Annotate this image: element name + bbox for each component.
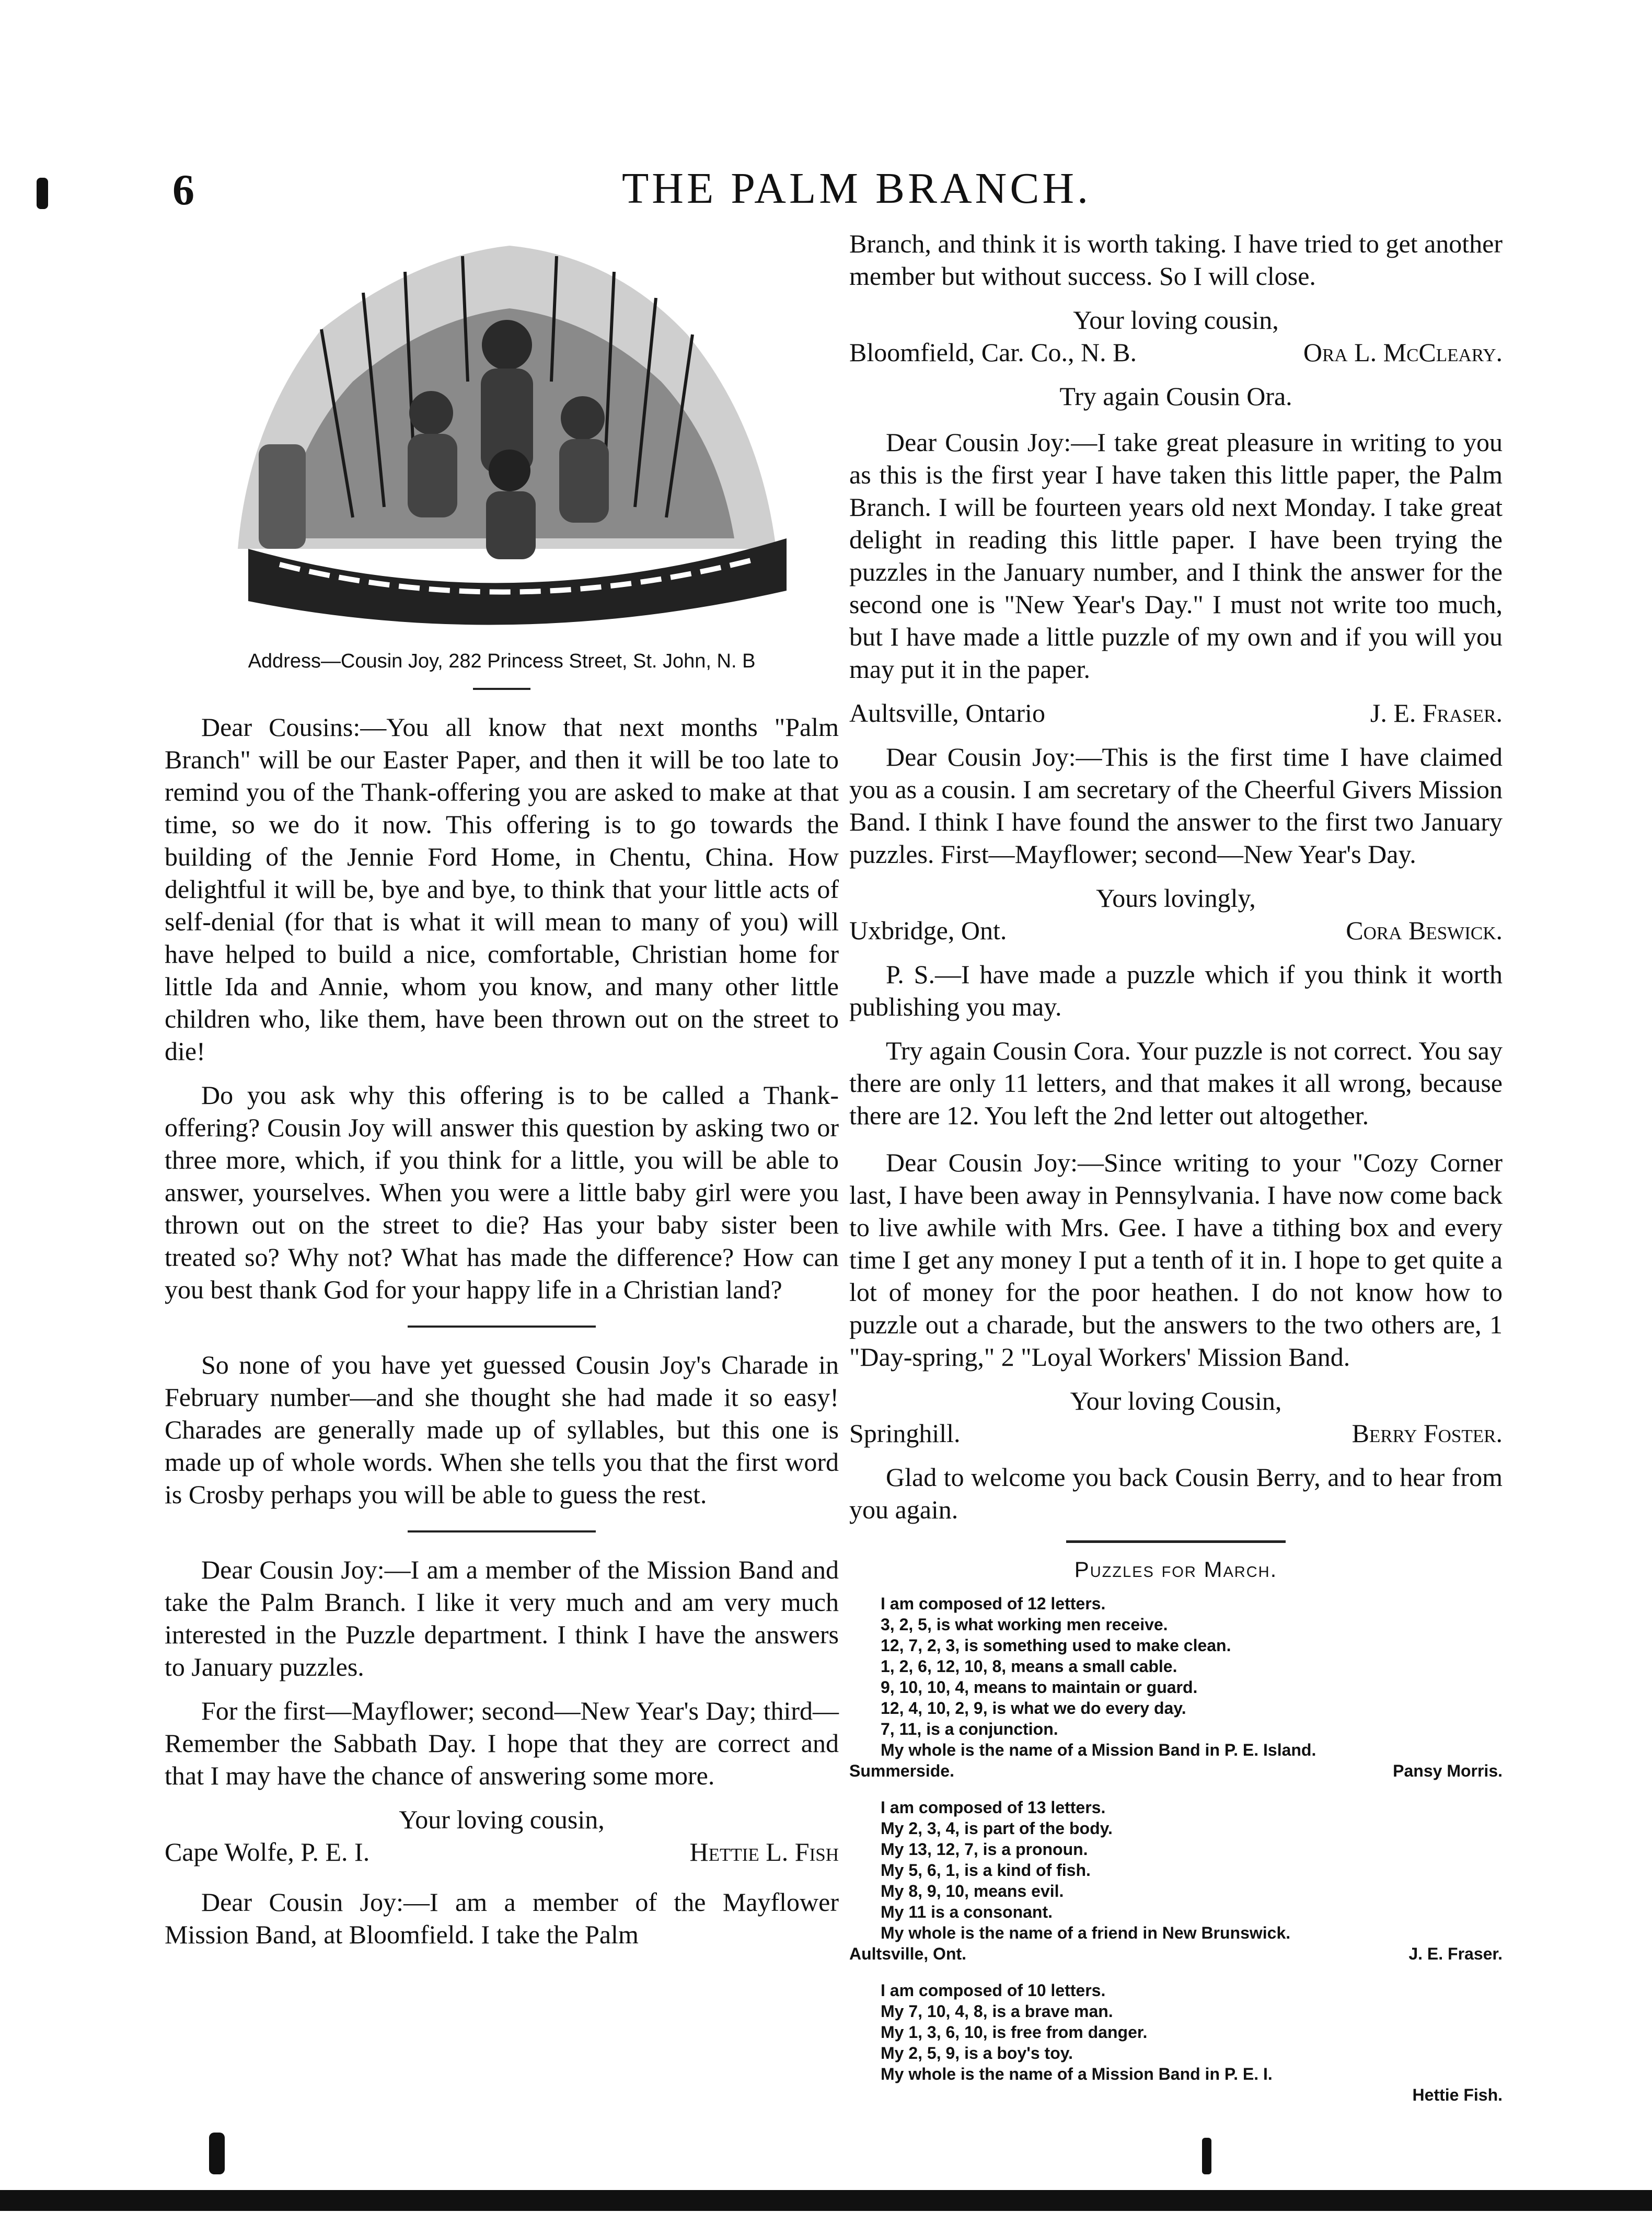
puzzle-block: [849, 1797, 1503, 1964]
puzzle-block: [849, 1980, 1503, 2105]
letter-author: Cora Beswick.: [1346, 916, 1503, 945]
ink-blot: [37, 178, 48, 209]
divider: [408, 1530, 596, 1532]
letter-closing: Yours lovingly,: [1096, 883, 1256, 913]
puzzle-signature: [849, 1760, 1503, 1781]
right-column: [849, 227, 1503, 2121]
letter-signature: [849, 914, 1503, 947]
puzzle-author: Hettie Fish.: [1412, 2085, 1503, 2104]
puzzle-line: I am composed of 12 letters.: [881, 1594, 1106, 1613]
letter-place: Bloomfield, Car. Co., N. B.: [849, 338, 1137, 367]
puzzle-block: [849, 1593, 1503, 1781]
letter-author: Ora L. McCleary.: [1303, 338, 1503, 367]
letter-signature: [849, 1417, 1503, 1449]
puzzle-list: [849, 1593, 1503, 2105]
letter-signature: [165, 1836, 839, 1868]
letter-body: Dear Cousin Joy:—This is the first time I have claimed you as a cousin. I am secretary of the Cheerful Givers Mission Band. I think I have found the answer to the first two January puzzles. First—Mayflower; second—New Year's Day.: [849, 742, 1503, 869]
letter-hettie-fish: [165, 1553, 839, 1868]
puzzle-line: My 5, 6, 1, is a kind of fish.: [881, 1861, 1091, 1880]
puzzle-signature: [849, 1943, 1503, 1964]
puzzle-line: 3, 2, 5, is what working men receive.: [881, 1615, 1168, 1634]
letter-body: Branch, and think it is worth taking. I have tried to get another member but without success. So I will close.: [849, 229, 1503, 291]
editor-reply: Try again Cousin Ora.: [1059, 382, 1292, 411]
letter-author: J. E. Fraser.: [1370, 698, 1503, 728]
puzzle-line: My 8, 9, 10, means evil.: [881, 1882, 1064, 1900]
puzzle-line: I am composed of 10 letters.: [881, 1981, 1106, 2000]
letter-signature: [849, 697, 1503, 729]
puzzle-line: My 7, 10, 4, 8, is a brave man.: [881, 2002, 1113, 2021]
puzzle-line: My 13, 12, 7, is a pronoun.: [881, 1840, 1088, 1859]
letter-closing: Your loving cousin,: [1073, 305, 1279, 335]
puzzle-place: Summerside.: [849, 1761, 954, 1780]
letter-postscript: P. S.—I have made a puzzle which if you think it worth publishing you may.: [849, 960, 1503, 1021]
letter-closing: Your loving cousin,: [399, 1805, 605, 1834]
divider: [473, 688, 530, 690]
puzzle-signature: [849, 2084, 1503, 2105]
letter-body: Dear Cousin Joy:—I am a member of the Mayflower Mission Band, at Bloomfield. I take the Palm: [165, 1887, 839, 1949]
puzzle-line: My 2, 3, 4, is part of the body.: [881, 1819, 1113, 1838]
puzzle-line: 9, 10, 10, 4, means to maintain or guard.: [881, 1678, 1198, 1697]
puzzle-author: J. E. Fraser.: [1408, 1944, 1503, 1963]
editor-reply: Glad to welcome you back Cousin Berry, and to hear from you again.: [849, 1462, 1503, 1524]
puzzle-line: My whole is the name of a friend in New Brunswick.: [881, 1923, 1291, 1942]
letter-closing: Your loving Cousin,: [1070, 1386, 1282, 1415]
editorial-paragraph: Dear Cousins:—You all know that next months "Palm Branch" will be our Easter Paper, and then it will be too late to remind you of the Thank-offering you are asked to make at that time, so we do it now. This offering is to go towards the building of the Jennie Ford Home, in Chentu, China. How delightful it will be, bye and bye, to think that your little acts of self-denial (for that is what it will mean to many of you) will have helped to build a nice, comfortable, Christian home for little Ida and Annie, whom you know, and many other little children who, like them, have been thrown out on the street to die!: [165, 712, 839, 1066]
letter-body: Dear Cousin Joy:—I take great pleasure in writing to you as this is the first year I have taken this little paper, the Palm Branch. I will be fourteen years old next Monday. I take great delight in reading this little paper. I have been trying the puzzles in the January number, and I think the answer for the second one is "New Year's Day." I must not write too much, but I have made a little puzzle of my own and if you will you may put it in the paper.: [849, 428, 1503, 684]
puzzle-line: 12, 7, 2, 3, is something used to make clean.: [881, 1636, 1231, 1655]
letter-place: Cape Wolfe, P. E. I.: [165, 1837, 370, 1866]
puzzle-place: Aultsville, Ont.: [849, 1944, 967, 1963]
letter-author: Berry Foster.: [1351, 1419, 1503, 1448]
puzzle-line: I am composed of 13 letters.: [881, 1798, 1106, 1817]
bottom-edge-band: [0, 2190, 1652, 2211]
letter-place: Aultsville, Ontario: [849, 698, 1045, 728]
editor-reply: Try again Cousin Cora. Your puzzle is not correct. You say there are only 11 letters, and that makes it all wrong, because there are 12. You left the 2nd letter out altogether.: [849, 1036, 1503, 1130]
puzzle-author: Pansy Morris.: [1393, 1761, 1503, 1780]
letter-place: Uxbridge, Ont.: [849, 916, 1007, 945]
letter-place: Springhill.: [849, 1419, 961, 1448]
masthead-illustration: [217, 225, 797, 632]
puzzle-line: My 2, 5, 9, is a boy's toy.: [881, 2044, 1073, 2062]
letter-body: Dear Cousin Joy:—Since writing to your "Cozy Corner last, I have been away in Pennsylvania. I have now come back to live awhile with Mrs. Gee. I have a tithing box and every time I get any money I put a tenth of it in. I hope to get quite a lot of money for the poor heathen. I do not know how to puzzle out a charade, but the answers to the two others are, 1 "Day-spring," 2 "Loyal Workers' Mission Band.: [849, 1148, 1503, 1372]
puzzle-line: My 11 is a consonant.: [881, 1903, 1053, 1921]
divider: [1066, 1540, 1286, 1543]
divider: [408, 1326, 596, 1328]
puzzle-line: 1, 2, 6, 12, 10, 8, means a small cable.: [881, 1657, 1177, 1676]
puzzle-line: 12, 4, 10, 2, 9, is what we do every day.: [881, 1699, 1186, 1718]
address-line: Address—Cousin Joy, 282 Princess Street, St. John, N. B: [248, 650, 756, 672]
letter-body: Dear Cousin Joy:—I am a member of the Mission Band and take the Palm Branch. I like it very much and am very much interested in the Puzzle department. I think I have the answers to January puzzles.: [165, 1555, 839, 1681]
puzzle-line: My 1, 3, 6, 10, is free from danger.: [881, 2023, 1148, 2042]
letter-author: Hettie L. Fish: [689, 1837, 839, 1866]
left-column: [165, 225, 839, 1962]
editorial-paragraph: Do you ask why this offering is to be called a Thank-offering? Cousin Joy will answer this question by asking two or three more, which, if you think for a little, you will be able to answer, yourselves. When you were a little baby girl were you thrown out on the street to die? Has your baby sister been treated so? Why not? What has made the difference? How can you best thank God for your happy life in a Christian land?: [165, 1080, 839, 1304]
ink-blot: [1202, 2138, 1211, 2174]
running-title: THE PALM BRANCH.: [622, 164, 1092, 213]
letter-body: For the first—Mayflower; second—New Year's Day; third—Remember the Sabbath Day. I hope that they are correct and that I may have the chance of answering some more.: [165, 1696, 839, 1790]
ink-blot: [209, 2133, 225, 2174]
puzzle-line: My whole is the name of a Mission Band in P. E. I.: [881, 2065, 1273, 2083]
puzzles-heading: Puzzles for March.: [1074, 1557, 1278, 1582]
puzzle-line: My whole is the name of a Mission Band in P. E. Island.: [881, 1741, 1316, 1759]
page-number: 6: [172, 166, 194, 214]
letter-signature: [849, 336, 1503, 368]
puzzle-line: 7, 11, is a conjunction.: [881, 1720, 1058, 1738]
charade-note: So none of you have yet guessed Cousin Joy's Charade in February number—and she thought she had made it so easy! Charades are generally made up of syllables, but this one is made up of whole words. When she tells you that the first word is Crosby perhaps you will be able to guess the rest.: [165, 1350, 839, 1509]
